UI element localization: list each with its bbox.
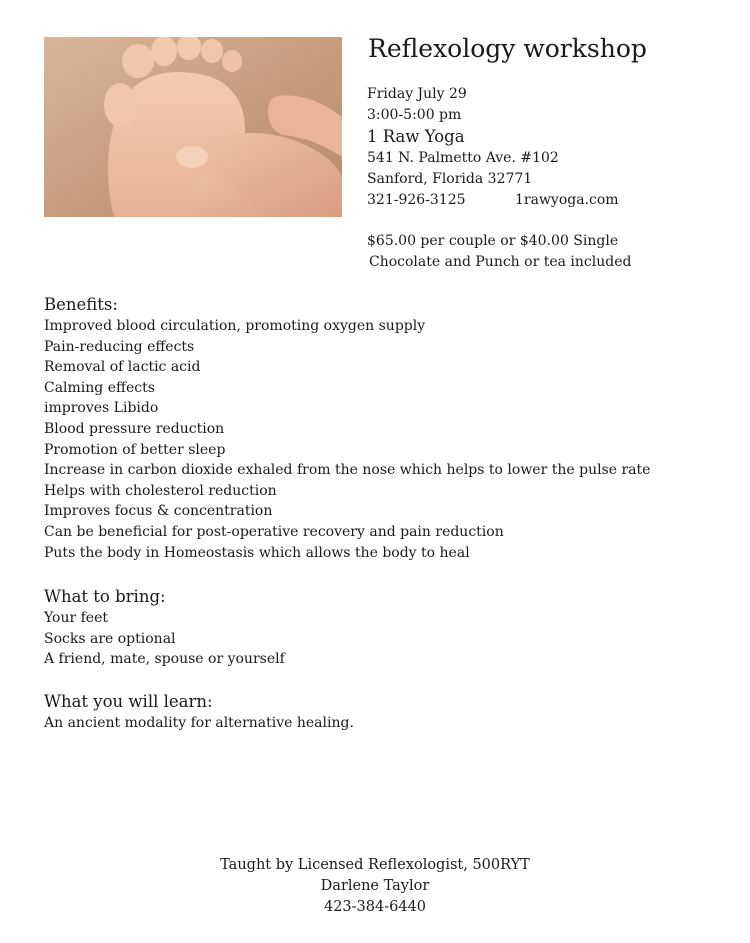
instructor-footer — [0, 855, 750, 918]
workshop-title: Reflexology workshop — [368, 34, 647, 63]
instructor-credentials: Taught by Licensed Reflexologist, 500RYT — [220, 857, 530, 873]
contact-row — [367, 190, 627, 211]
list-item: Calming effects — [44, 379, 155, 396]
list-item: Socks are optional — [44, 630, 176, 647]
list-item: Improved blood circulation, promoting oxygen supply — [44, 318, 426, 334]
list-item: Pain-reducing effects — [44, 338, 195, 355]
list-item: Increase in carbon dioxide exhaled from the nose which helps to lower the pulse rate — [44, 462, 651, 479]
list-item: Helps with cholesterol reduction — [44, 482, 277, 499]
venue-name: 1 Raw Yoga — [367, 127, 465, 146]
list-item: Your feet — [44, 610, 108, 626]
list-item: Puts the body in Homeostasis which allows the body to heal — [44, 544, 470, 561]
benefits-section — [44, 294, 650, 563]
what-you-will-learn-heading: What you will learn: — [44, 692, 213, 711]
venue-website[interactable]: 1rawyoga.com — [515, 192, 619, 208]
foot-massage-photo — [44, 37, 342, 217]
address-line-1: 541 N. Palmetto Ave. #102 — [367, 150, 559, 166]
list-item: Promotion of better sleep — [44, 441, 226, 458]
benefits-list — [44, 316, 650, 563]
what-to-bring-list — [44, 608, 285, 670]
address-line-2: Sanford, Florida 32771 — [367, 171, 533, 187]
instructor-name: Darlene Taylor — [320, 878, 430, 894]
list-item: Blood pressure reduction — [44, 420, 225, 437]
foot-massage-illustration — [44, 37, 342, 217]
venue-phone: 321-926-3125 — [367, 192, 466, 208]
what-you-will-learn-section — [44, 691, 354, 734]
what-to-bring-section — [44, 586, 285, 670]
instructor-phone: 423-384-6440 — [323, 899, 427, 915]
event-time: 3:00-5:00 pm — [367, 107, 462, 123]
what-to-bring-heading: What to bring: — [44, 587, 166, 606]
list-item: Removal of lactic acid — [44, 359, 201, 376]
event-details — [367, 84, 627, 211]
list-item: An ancient modality for alternative healing. — [44, 715, 354, 731]
pricing — [367, 231, 631, 273]
what-you-will-learn-list — [44, 713, 354, 734]
included-text: Chocolate and Punch or tea included — [369, 254, 632, 270]
price-text: $65.00 per couple or $40.00 Single — [367, 233, 619, 249]
list-item: A friend, mate, spouse or yourself — [44, 651, 285, 668]
event-date: Friday July 29 — [367, 86, 467, 102]
benefits-heading: Benefits: — [44, 295, 118, 314]
list-item: Improves focus & concentration — [44, 503, 273, 520]
list-item: improves Libido — [44, 400, 159, 417]
list-item: Can be beneficial for post-operative recovery and pain reduction — [44, 523, 504, 540]
